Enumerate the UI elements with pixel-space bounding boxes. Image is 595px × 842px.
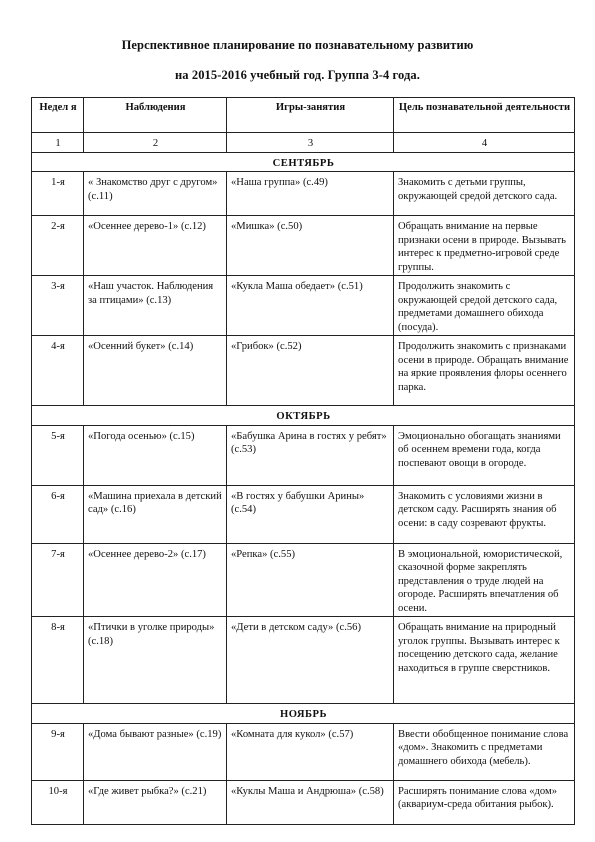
observation-cell: «Наш участок. Наблюдения за птицами» (с.13)	[84, 276, 227, 336]
game-cell: «Грибок» (с.52)	[227, 336, 394, 406]
header-games: Игры-занятия	[227, 98, 394, 133]
observation-cell: «Машина приехала в детский сад» (с.16)	[84, 485, 227, 543]
game-cell: «Кукла Маша обедает» (с.51)	[227, 276, 394, 336]
column-number-row	[32, 133, 575, 153]
goal-cell: Знакомить с детьми группы, окружающей средой детского сада.	[394, 172, 575, 216]
game-cell: «Мишка» (с.50)	[227, 216, 394, 276]
table-row	[32, 723, 575, 780]
observation-cell: «Осеннее дерево-2» (с.17)	[84, 543, 227, 617]
month-row	[32, 704, 575, 724]
table-row	[32, 485, 575, 543]
column-number: 1	[32, 133, 84, 153]
document-subtitle: на 2015-2016 учебный год. Группа 3-4 года.	[174, 68, 420, 82]
week-cell: 6-я	[32, 485, 84, 543]
table-row	[32, 172, 575, 216]
goal-cell: Эмоционально обогащать знаниями об осеннем времени года, когда поспевают овощи в огороде.	[394, 425, 575, 485]
week-cell: 7-я	[32, 543, 84, 617]
header-row	[32, 98, 575, 133]
month-heading: СЕНТЯБРЬ	[32, 152, 575, 172]
game-cell: «В гостях у бабушки Арины» (с.54)	[227, 485, 394, 543]
column-number: 4	[394, 133, 575, 153]
observation-cell: «Птички в уголке природы» (с.18)	[84, 617, 227, 704]
column-number: 2	[84, 133, 227, 153]
observation-cell: «Осенний букет» (с.14)	[84, 336, 227, 406]
observation-cell: «Где живет рыбка?» (с.21)	[84, 780, 227, 824]
table-row	[32, 543, 575, 617]
observation-cell: «Погода осенью» (с.15)	[84, 425, 227, 485]
week-cell: 4-я	[32, 336, 84, 406]
goal-cell: Продолжить знакомить с признаками осени в природе. Обращать внимание на яркие проявления флоры осеннего парка.	[394, 336, 575, 406]
goal-cell: Обращать внимание на природный уголок группы. Вызывать интерес к посещению детского сада, желание находиться в группе сверстников.	[394, 617, 575, 704]
month-row	[32, 406, 575, 426]
game-cell: «Дети в детском саду» (с.56)	[227, 617, 394, 704]
planning-table	[31, 97, 575, 825]
observation-cell: « Знакомство друг с другом» (с.11)	[84, 172, 227, 216]
week-cell: 9-я	[32, 723, 84, 780]
month-row	[32, 152, 575, 172]
header-goal: Цель познавательной деятельности	[394, 98, 575, 133]
table-row	[32, 425, 575, 485]
week-cell: 8-я	[32, 617, 84, 704]
document-title: Перспективное планирование по познавательному развитию	[121, 38, 474, 52]
goal-cell: Знакомить с условиями жизни в детском саду. Расширять знания об осени: в саду созревают фрукты.	[394, 485, 575, 543]
table-row	[32, 780, 575, 824]
column-number: 3	[227, 133, 394, 153]
table-row	[32, 276, 575, 336]
game-cell: «Репка» (с.55)	[227, 543, 394, 617]
goal-cell: Расширять понимание слова «дом» (аквариум-среда обитания рыбок).	[394, 780, 575, 824]
goal-cell: Обращать внимание на первые признаки осени в природе. Вызывать интерес к предметно-игровой среде группы.	[394, 216, 575, 276]
goal-cell: В эмоциональной, юмористической, сказочной форме закреплять представления о труде людей на огороде. Расширять впечатления об осени.	[394, 543, 575, 617]
observation-cell: «Осеннее дерево-1» (с.12)	[84, 216, 227, 276]
goal-cell: Ввести обобщенное понимание слова «дом». Знакомить с предметами домашнего обихода (мебель).	[394, 723, 575, 780]
week-cell: 3-я	[32, 276, 84, 336]
table-row	[32, 216, 575, 276]
week-cell: 2-я	[32, 216, 84, 276]
header-observations: Наблюдения	[84, 98, 227, 133]
header-week: Недел я	[32, 98, 84, 133]
game-cell: «Комната для кукол» (с.57)	[227, 723, 394, 780]
observation-cell: «Дома бывают разные» (с.19)	[84, 723, 227, 780]
week-cell: 10-я	[32, 780, 84, 824]
table-row	[32, 336, 575, 406]
table-row	[32, 617, 575, 704]
week-cell: 1-я	[32, 172, 84, 216]
game-cell: «Куклы Маша и Андрюша» (с.58)	[227, 780, 394, 824]
month-heading: ОКТЯБРЬ	[32, 406, 575, 426]
week-cell: 5-я	[32, 425, 84, 485]
game-cell: «Наша группа» (с.49)	[227, 172, 394, 216]
game-cell: «Бабушка Арина в гостях у ребят» (с.53)	[227, 425, 394, 485]
goal-cell: Продолжить знакомить с окружающей средой детского сада, предметами домашнего обихода (посуда).	[394, 276, 575, 336]
month-heading: НОЯБРЬ	[32, 704, 575, 724]
